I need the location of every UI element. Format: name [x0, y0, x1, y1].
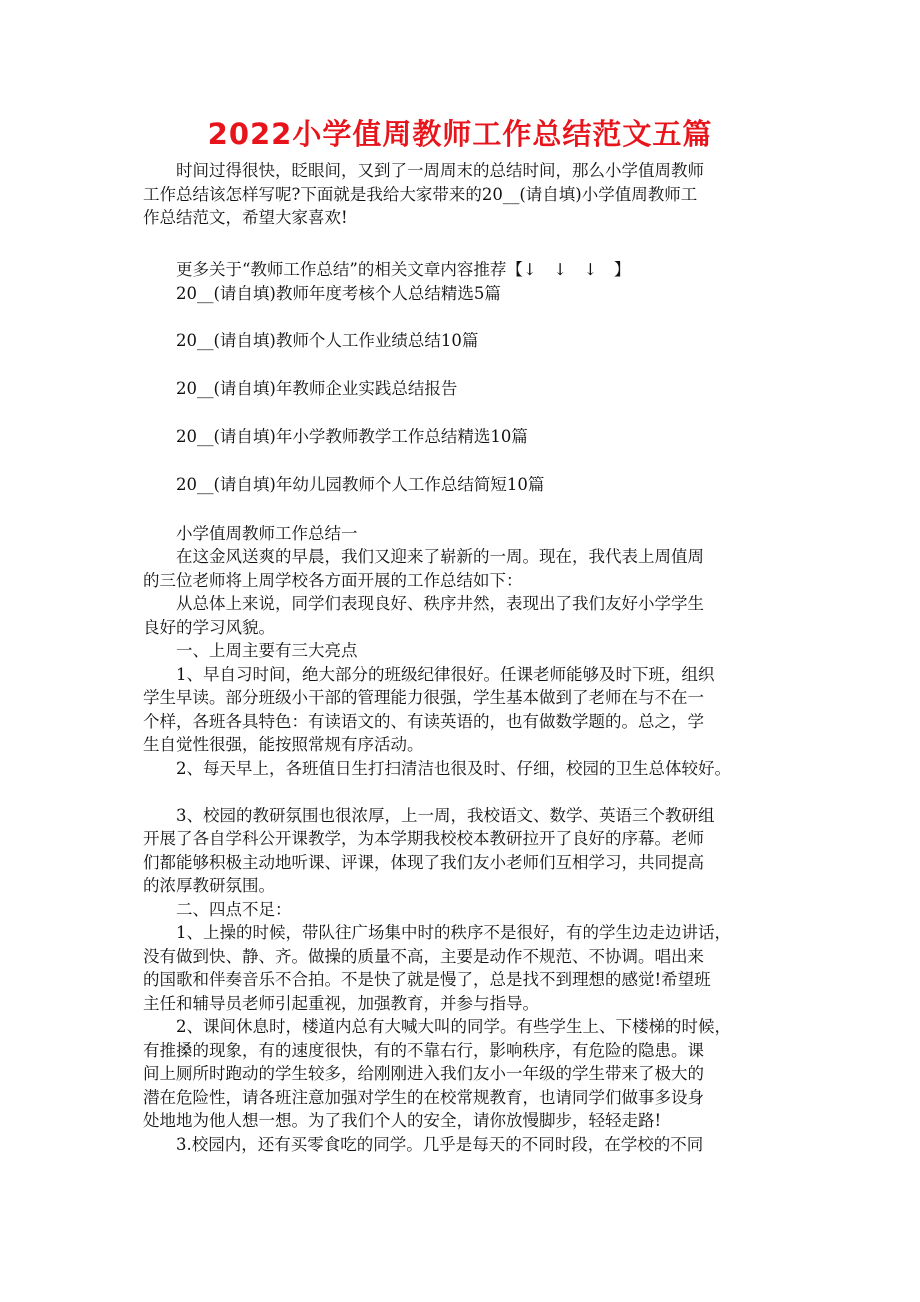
intro-line: 作总结范文，希望大家喜欢! — [143, 208, 348, 227]
body-line: 的浓厚教研氛围。 — [143, 876, 275, 895]
body-line: 开展了各自学科公开课教学，为本学期我校校本教研拉开了良好的序幕。老师 — [143, 829, 704, 848]
body-line: 没有做到快、静、齐。做操的质量不高，主要是动作不规范、不协调。唱出来 — [143, 946, 704, 966]
body-line: 生自觉性很强，能按照常规有序活动。 — [143, 735, 424, 754]
body-line: 学生早读。部分班级小干部的管理能力很强，学生基本做到了老师在与不在一 — [143, 688, 704, 707]
body-line: 一、上周主要有三大亮点 — [176, 641, 358, 660]
recommend-link[interactable]: 20__(请自填)教师年度考核个人总结精选5篇 — [176, 284, 501, 303]
intro-paragraph — [143, 159, 798, 230]
body-line: 3、校园的教研氛围也很浓厚，上一周，我校语文、数学、英语三个教研组 — [176, 805, 715, 825]
body-line: 间上厕所时跑动的学生较多，给刚刚进入我们友小一年级的学生带来了极大的 — [143, 1064, 704, 1083]
intro-line: 工作总结该怎样写呢?下面就是我给大家带来的20__(请自填)小学值周教师工 — [143, 184, 698, 204]
intro-line: 时间过得很快，眨眼间，又到了一周周末的总结时间，那么小学值周教师 — [176, 161, 704, 180]
body-line: 个样，各班各具特色：有读语文的、有读英语的，也有做数学题的。总之，学 — [143, 711, 704, 731]
body-line: 从总体上来说，同学们表现良好、秩序井然，表现出了我们友好小学学生 — [176, 594, 704, 613]
body-line: 2、课间休息时，楼道内总有大喊大叫的同学。有些学生上、下楼梯的时候， — [176, 1017, 731, 1036]
body-line: 有推搡的现象，有的速度很快，有的不靠右行，影响秩序，有危险的隐患。课 — [143, 1040, 704, 1060]
body-line: 们都能够积极主动地听课、评课，体现了我们友小老师们互相学习，共同提高 — [143, 852, 704, 872]
body-line: 的三位老师将上周学校各方面开展的工作总结如下： — [143, 570, 523, 590]
body-line: 二、四点不足： — [176, 899, 292, 919]
recommend-header: 更多关于“教师工作总结”的相关文章内容推荐【↓ ↓ ↓ 】 — [176, 260, 631, 279]
body-line: 处地地为他人想一想。为了我们个人的安全，请你放慢脚步，轻轻走路! — [143, 1111, 662, 1130]
body-line: 良好的学习风貌。 — [143, 617, 275, 637]
body-line: 的国歌和伴奏音乐不合拍。不是快了就是慢了，总是找不到理想的感觉!希望班 — [143, 970, 711, 989]
recommend-link[interactable]: 20__(请自填)年教师企业实践总结报告 — [176, 379, 458, 398]
body-line — [143, 780, 798, 804]
recommend-link[interactable]: 20__(请自填)教师个人工作业绩总结10篇 — [176, 331, 479, 350]
body-line: 3.校园内，还有买零食吃的同学。几乎是每天的不同时段，在学校的不同 — [176, 1134, 704, 1154]
body-line: 主任和辅导员老师引起重视，加强教育，并参与指导。 — [143, 993, 539, 1013]
body-line: 1、早自习时间，绝大部分的班级纪律很好。任课老师能够及时下班，组织 — [176, 664, 715, 684]
section-heading: 小学值周教师工作总结一 — [176, 524, 358, 543]
body-line: 1、上操的时候，带队往广场集中时的秩序不是很好，有的学生边走边讲话， — [176, 923, 731, 942]
recommend-link[interactable]: 20__(请自填)年小学教师教学工作总结精选10篇 — [176, 427, 528, 446]
body-text — [143, 545, 798, 1156]
document-title: 2022小学值周教师工作总结范文五篇 — [207, 117, 713, 151]
body-line: 潜在危险性，请各班注意加强对学生的在校常规教育，也请同学们做事多设身 — [143, 1087, 704, 1107]
recommend-link[interactable]: 20__(请自填)年幼儿园教师个人工作总结简短10篇 — [176, 475, 545, 494]
body-line: 在这金风送爽的早晨，我们又迎来了崭新的一周。现在，我代表上周值周 — [176, 547, 704, 566]
body-line: 2、每天早上，各班值日生打扫清洁也很及时、仔细，校园的卫生总体较好。 — [176, 758, 731, 778]
